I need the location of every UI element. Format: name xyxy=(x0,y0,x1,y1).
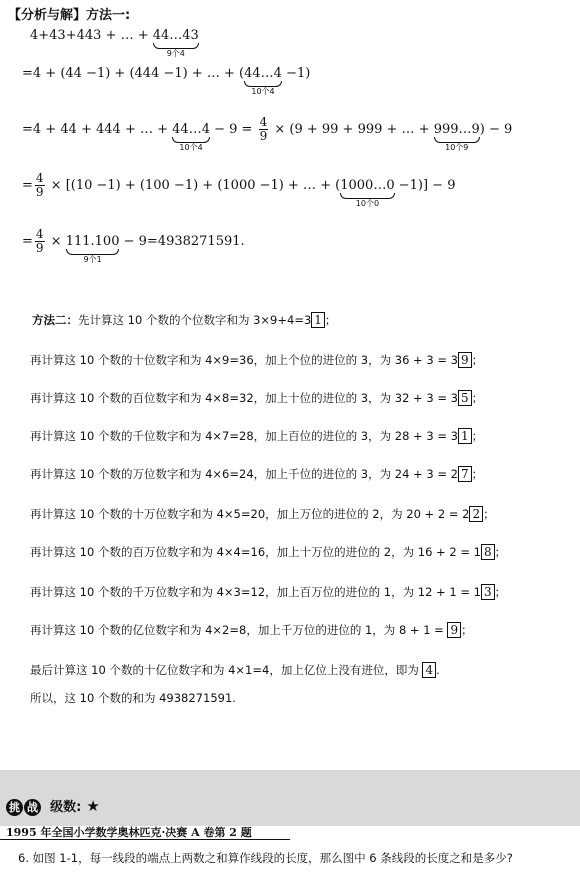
formula-3-mid: − 9 = xyxy=(209,122,257,137)
method2-line-text: 再计算这 10 个数的千位数字和为 4×7=28，加上百位的进位的 3，为 28 + 3 = 3 xyxy=(30,429,458,443)
brace-content: 1000…0 xyxy=(340,178,395,193)
underbrace xyxy=(433,122,480,152)
method1-heading: 【分析与解】方法一: xyxy=(8,8,131,23)
method2-line xyxy=(30,584,506,600)
fraction xyxy=(259,116,269,143)
formula-4-mid: × [(10 −1) + (100 −1) + (1000 −1) + … + ( xyxy=(46,178,341,193)
method2-line-tail: ； xyxy=(461,623,473,637)
formula-line-5 xyxy=(22,227,245,264)
boxed-digit: 9 xyxy=(447,622,461,638)
boxed-digit: 7 xyxy=(458,466,472,482)
method2-line-tail: ； xyxy=(471,391,484,405)
method2-line xyxy=(30,352,483,368)
conclusion: 所以，这 10 个数的和为 4938271591. xyxy=(30,691,236,705)
method2-line-text: 再计算这 10 个数的千万位数字和为 4×3=12，加上百万位的进位的 1，为 12 + 1 = 1 xyxy=(30,585,481,599)
boxed-digit: 8 xyxy=(481,544,495,560)
challenge-badge-2: 战 xyxy=(24,799,41,816)
method2-line-text: 再计算这 10 个数的十位数字和为 4×9=36，加上个位的进位的 3，为 36 + 3 = 3 xyxy=(30,353,458,367)
method2-line xyxy=(30,390,483,406)
formula-3-mid2: × (9 + 99 + 999 + … + xyxy=(270,122,434,137)
boxed-digit: 4 xyxy=(422,662,436,678)
formula-1-lead: 4+43+443 + … + xyxy=(30,28,153,43)
fraction-denominator: 9 xyxy=(35,241,44,255)
method2-line-tail: ； xyxy=(471,467,484,481)
brace-note: 10个4 xyxy=(251,87,275,96)
formula-5-mid: × xyxy=(46,234,66,249)
method2-line xyxy=(30,466,483,482)
brace-note: 10个4 xyxy=(179,143,203,152)
method2-line-text: 再计算这 10 个数的十万位数字和为 4×5=20，加上万位的进位的 2，为 20 + 2 = 2 xyxy=(30,507,470,521)
formula-3-lead: =4 + 44 + 444 + … + xyxy=(22,122,173,137)
challenge-header xyxy=(6,796,100,816)
formula-2-tail: −1) xyxy=(281,66,311,81)
method2-line xyxy=(30,622,473,638)
fraction-numerator: 4 xyxy=(35,227,44,241)
method2-line xyxy=(30,662,440,678)
underbrace xyxy=(244,66,282,96)
method2-heading: 方法二： xyxy=(32,313,78,327)
underbrace xyxy=(65,234,120,264)
method2-line-tail: ； xyxy=(494,585,507,599)
method2-line xyxy=(32,312,336,328)
fraction-numerator: 4 xyxy=(35,171,44,185)
boxed-digit: 2 xyxy=(469,506,483,522)
method2-line xyxy=(30,506,495,522)
method2-line-tail: ； xyxy=(324,313,337,327)
brace-content: 44…4 xyxy=(172,122,210,137)
method2-line-text: 再计算这 10 个数的万位数字和为 4×6=24，加上千位的进位的 3，为 24 + 3 = 2 xyxy=(30,467,458,481)
formula-2-lead: =4 + (44 −1) + (444 −1) + … + ( xyxy=(22,66,245,81)
method2-line-tail: ； xyxy=(471,429,484,443)
source-title: 1995 年全国小学数学奥林匹克·决赛 A 卷第 2 题 xyxy=(6,826,252,839)
formula-5-tail: − 9=4938271591. xyxy=(119,234,245,249)
method2-line-text: 方法二：先计算这 10 个数的个位数字和为 3×9+4=3 xyxy=(32,313,312,327)
brace-note: 9个4 xyxy=(166,49,185,58)
boxed-digit: 1 xyxy=(458,428,472,444)
formula-3-tail: ) − 9 xyxy=(479,122,513,137)
source-underline xyxy=(0,839,290,840)
method2-line-tail: . xyxy=(436,663,440,677)
method2-line-tail: ； xyxy=(483,507,495,521)
underbrace xyxy=(340,178,395,208)
fraction-numerator: 4 xyxy=(259,115,268,129)
underbrace xyxy=(152,28,199,58)
fraction-denominator: 9 xyxy=(259,129,268,143)
formula-line-2 xyxy=(22,66,311,96)
brace-note: 9个1 xyxy=(83,255,102,264)
method2-line-text: 再计算这 10 个数的亿位数字和为 4×2=8，加上千万位的进位的 1，为 8 + 1 = xyxy=(30,623,448,637)
star-icon: ★ xyxy=(86,797,100,815)
method2-line-text: 再计算这 10 个数的百万位数字和为 4×4=16，加上十万位的进位的 2，为 16 + 2 = 1 xyxy=(30,545,481,559)
fraction xyxy=(35,228,45,255)
method2-line-text: 再计算这 10 个数的百位数字和为 4×8=32，加上十位的进位的 3，为 32 + 3 = 3 xyxy=(30,391,458,405)
fraction-denominator: 9 xyxy=(35,185,44,199)
method2-line xyxy=(30,428,483,444)
method2-line-tail: ； xyxy=(471,353,484,367)
brace-content: 44…43 xyxy=(152,28,199,43)
formula-4-lead: = xyxy=(22,178,33,193)
boxed-digit: 5 xyxy=(458,390,472,406)
formula-line-1 xyxy=(30,28,199,58)
method2-line-tail: ； xyxy=(494,545,507,559)
formula-4-tail: −1)] − 9 xyxy=(394,178,456,193)
brace-content: 999…9 xyxy=(433,122,480,137)
fraction xyxy=(35,172,45,199)
brace-note: 10个0 xyxy=(355,199,380,208)
boxed-digit: 9 xyxy=(458,352,472,368)
formula-line-4 xyxy=(22,171,456,208)
method2-line xyxy=(30,544,506,560)
question-text: 6. 如图 1-1，每一线段的端点上两数之和算作线段的长度，那么图中 6 条线段的长度之和是多少? xyxy=(18,851,513,865)
formula-5-lead: = xyxy=(22,234,33,249)
underbrace xyxy=(172,122,210,152)
level-label: 级数: xyxy=(50,800,82,815)
formula-line-3 xyxy=(22,115,513,152)
brace-content: 111.100 xyxy=(65,234,120,249)
brace-note: 10个9 xyxy=(445,143,469,152)
method2-line-text: 最后计算这 10 个数的十亿位数字和为 4×1=4，加上亿位上没有进位，即为 xyxy=(30,663,423,677)
brace-content: 44…4 xyxy=(244,66,282,81)
challenge-badge-1: 挑 xyxy=(6,799,23,816)
boxed-digit: 1 xyxy=(311,312,325,328)
boxed-digit: 3 xyxy=(481,584,495,600)
